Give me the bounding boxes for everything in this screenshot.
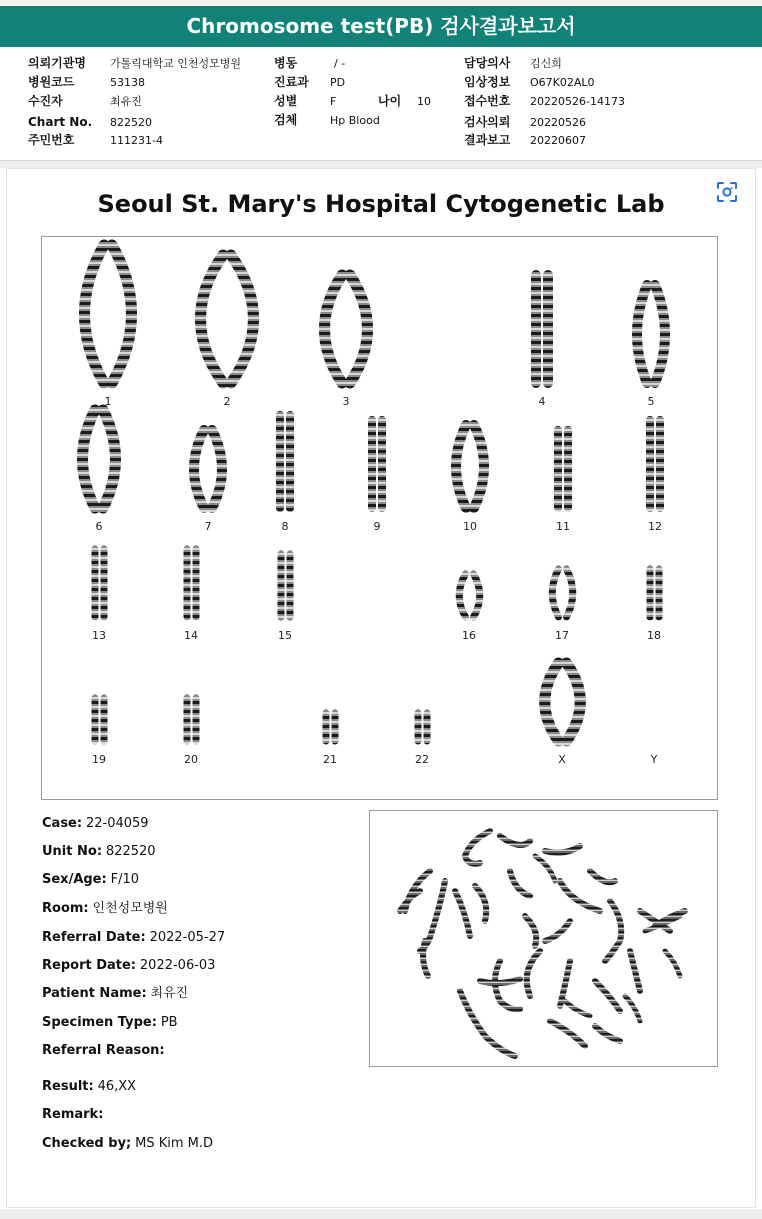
referral-date-label: Referral Date:: [42, 930, 146, 945]
referral-date-field: [42, 926, 225, 946]
remark-label: Remark:: [42, 1107, 104, 1122]
chromosome-label-15: 15: [278, 629, 292, 642]
chromosome-label-6: 6: [95, 520, 103, 533]
report-date-field: [42, 954, 215, 974]
sexage-value: F/10: [110, 872, 139, 887]
id-value: 111231-4: [110, 134, 163, 147]
chromosome-label-9: 9: [373, 520, 381, 533]
patient-name-label: Patient Name:: [42, 986, 147, 1001]
chromosome-label-11: 11: [556, 520, 570, 533]
referral-date-value: 2022-05-27: [149, 930, 226, 945]
chromosome-label-22: 22: [415, 753, 429, 766]
chromosome-label-5: 5: [647, 395, 655, 408]
result-report-label: 결과보고: [464, 133, 511, 147]
checked-value: MS Kim M.D: [135, 1136, 214, 1151]
unit-field: [42, 840, 156, 860]
chromosome-label-19: 19: [92, 753, 106, 766]
chromosome-pair-5: [621, 279, 681, 389]
case-value: 22-04059: [85, 816, 149, 831]
chromosome-label-16: 16: [462, 629, 476, 642]
case-label: Case:: [42, 816, 83, 831]
doctor-value: 김신희: [530, 57, 562, 70]
chromosome-3-homolog-1: [325, 275, 343, 383]
patient-info-table: [0, 55, 762, 165]
metaphase-spread-panel: [369, 810, 718, 1067]
chromosome-pair-18: [632, 563, 677, 623]
chromosome-6-homolog-2: [103, 410, 116, 508]
room-field: [42, 897, 168, 917]
chromosome-pair-12: [630, 414, 680, 514]
patient-value: 최유진: [110, 95, 142, 108]
chromosome-pair-10: [440, 419, 500, 514]
chromosome-label-7: 7: [204, 520, 212, 533]
chromosome-pair-X: [525, 657, 600, 747]
remark-field: [42, 1103, 103, 1123]
chromosome-pair-6: [64, 404, 134, 514]
result-field: [42, 1075, 136, 1095]
chromosome-X-homolog-2: [566, 663, 580, 741]
unit-label: Unit No:: [42, 844, 103, 859]
receipt-label: 접수번호: [464, 94, 511, 108]
institution-label: 의뢰기관명: [28, 56, 86, 70]
specimen-type-value: PB: [160, 1015, 178, 1030]
chromosome-3-homolog-2: [350, 275, 368, 383]
report-title-bar: [0, 6, 762, 47]
chromosome-6-homolog-1: [83, 410, 96, 508]
chromosome-pair-8: [260, 409, 310, 514]
specimen-value: Hp Blood: [330, 114, 380, 127]
sex-label: 성별: [274, 94, 298, 108]
checked-label: Checked by;: [42, 1136, 132, 1151]
sexage-label: Sex/Age:: [42, 872, 107, 887]
chromosome-pair-16: [447, 568, 492, 623]
chromosome-label-21: 21: [323, 753, 337, 766]
doctor-label: 담당의사: [464, 56, 511, 70]
chromosome-17-homolog-1: [552, 569, 558, 617]
chromosome-label-8: 8: [281, 520, 289, 533]
result-value: 46,XX: [97, 1079, 137, 1094]
chromosome-7-homolog-2: [212, 430, 222, 508]
patient-label: 수진자: [28, 94, 63, 108]
chromosome-5-homolog-1: [637, 285, 647, 383]
specimen-type-field: [42, 1011, 178, 1031]
result-label: Result:: [42, 1079, 94, 1094]
chart-value: 822520: [110, 116, 152, 129]
chromosome-pair-9: [352, 414, 402, 514]
karyogram-panel: [41, 236, 718, 800]
report-date-label: Report Date:: [42, 958, 137, 973]
sexage-field: [42, 868, 139, 888]
chromosome-label-3: 3: [342, 395, 350, 408]
chromosome-label-1: 1: [104, 395, 112, 408]
chromosome-label-4: 4: [538, 395, 546, 408]
chart-label: Chart No.: [28, 115, 93, 129]
lab-title: Seoul St. Mary's Hospital Cytogenetic Lab: [97, 190, 665, 218]
chromosome-pair-7: [178, 424, 238, 514]
specimen-label: 검체: [274, 113, 298, 127]
ward-label: 병동: [274, 56, 298, 70]
hospital-code-value: 53138: [110, 76, 145, 89]
checked-by-field: [42, 1132, 213, 1152]
institution-value: 가톨릭대학교 인천성모병원: [110, 57, 242, 70]
ward-value: / -: [334, 57, 346, 70]
metaphase-spread-image: [370, 811, 717, 1066]
dept-value: PD: [330, 76, 346, 89]
referral-reason-label: Referral Reason:: [42, 1043, 165, 1058]
room-label: Room:: [42, 901, 89, 916]
request-label: 검사의뢰: [464, 115, 511, 129]
patient-name-value: 최유진: [150, 986, 189, 1001]
chromosome-X-homolog-1: [544, 663, 558, 741]
chromosome-7-homolog-1: [194, 430, 204, 508]
chromosome-label-Y: Y: [650, 753, 658, 766]
chromosome-2-homolog-2: [231, 255, 254, 383]
dept-label: 진료과: [274, 75, 309, 89]
clinical-value: O67K02AL0: [530, 76, 595, 89]
chromosome-label-X: X: [558, 753, 566, 766]
chromosome-5-homolog-2: [655, 285, 665, 383]
receipt-value: 20220526-14173: [530, 95, 625, 108]
chromosome-label-10: 10: [463, 520, 477, 533]
room-value: 인천성모병원: [92, 901, 168, 916]
chromosome-2-homolog-1: [201, 255, 224, 383]
chromosome-pair-20: [169, 692, 214, 747]
referral-reason-field: [42, 1039, 165, 1059]
chromosome-1-homolog-2: [112, 245, 132, 383]
chromosome-10-homolog-2: [474, 425, 484, 508]
chromosome-label-13: 13: [92, 629, 106, 642]
id-label: 주민번호: [28, 133, 75, 147]
chromosome-label-14: 14: [184, 629, 198, 642]
age-label: 나이: [378, 94, 402, 108]
request-value: 20220526: [530, 116, 586, 129]
chromosome-pair-3: [301, 269, 391, 389]
chromosome-17-homolog-2: [566, 569, 572, 617]
unit-value: 822520: [105, 844, 156, 859]
bottom-band: [0, 1209, 762, 1219]
patient-name-field: [42, 982, 188, 1002]
report-title: Chromosome test(PB) 검사결과보고서: [186, 14, 576, 38]
section-divider: [0, 160, 762, 168]
hospital-code-label: 병원코드: [28, 75, 75, 89]
chromosome-pair-1: [59, 239, 157, 389]
chromosome-label-17: 17: [555, 629, 569, 642]
chromosome-pair-17: [540, 563, 585, 623]
specimen-type-label: Specimen Type:: [42, 1015, 157, 1030]
clinical-label: 임상정보: [464, 75, 511, 89]
chromosome-pair-11: [538, 424, 588, 514]
chromosome-pair-14: [169, 543, 214, 623]
chromosome-label-20: 20: [184, 753, 198, 766]
sex-value: F: [330, 95, 337, 108]
chromosome-1-homolog-1: [85, 245, 105, 383]
chromosome-16-homolog-1: [459, 574, 465, 617]
case-field: [42, 812, 149, 832]
report-date-value: 2022-06-03: [139, 958, 216, 973]
chromosome-pair-13: [77, 543, 122, 623]
chromosome-pair-19: [77, 692, 122, 747]
age-value: 10: [417, 95, 431, 108]
chromosome-10-homolog-1: [456, 425, 466, 508]
chromosome-pair-15: [263, 548, 308, 623]
chromosome-label-18: 18: [647, 629, 661, 642]
chromosome-pair-4: [512, 269, 572, 389]
chromosome-pair-22: [400, 707, 445, 747]
chromosome-16-homolog-2: [473, 574, 479, 617]
chromosome-pair-21: [308, 707, 353, 747]
chromosome-label-12: 12: [648, 520, 662, 533]
result-report-value: 20220607: [530, 134, 586, 147]
chromosome-pair-2: [172, 249, 282, 389]
chromosome-label-2: 2: [223, 395, 231, 408]
